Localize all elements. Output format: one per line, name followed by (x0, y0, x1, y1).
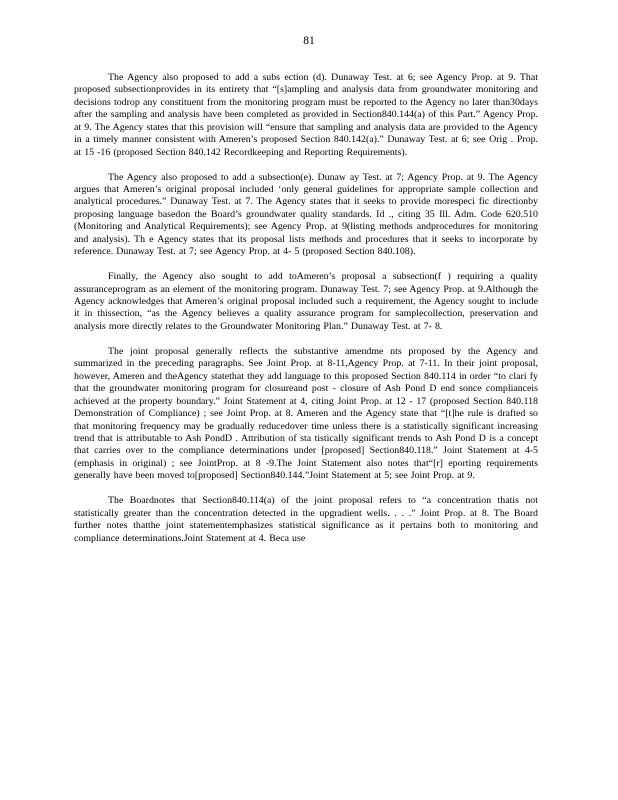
body-text (74, 72, 538, 545)
paragraph-joint-proposal: The joint proposal generally reflects the substantive amendme nts proposed by the Agency and summarized in the preceding paragraphs. See Joint Prop. at 8-11,Agency Prop. at 7-11. In their joint proposal, however, Ameren and theAgency statethat they add language to this proposed Section 840.114 in order “to clari fy that the groundwater monitoring program for closureand post - closure of Ash Pond D end sonce complianceis achieved at the property boundary.” Joint Statement at 4, citing Joint Prop. at 12 - 17 (proposed Section 840.118 Demonstration of Compliance) ; see Joint Prop. at 8. Ameren and the Agency state that “[t]he rule is drafted so that monitoring frequency may be gradually reducedover time unless there is a statistically significant increasing trend that is attributable to Ash PondD . Attribution of sta tistically significant trends to Ash Pond D is a concept that carries over to the compliance determinations under [proposed] Section840.118.” Joint Statement at 4-5 (emphasis in original) ; see JointProp. at 8 -9.The Joint Statement also notes that“[r] eporting requirements generally have been moved to[proposed] Section840.144.”Joint Statement at 5; see Joint Prop. at 9. (74, 345, 538, 482)
paragraph-agency-subsection-e: The Agency also proposed to add a subsection(e). Dunaw ay Test. at 7; Agency Prop. at 9. The Agency argues that Ameren’s original proposal included ‘only general guidelines for appropriate sample collection and analytical procedures.” Dunaway Test. at 7. The Agency states that it seeks to provide morespeci fic directionby proposing language basedon the Board’s groundwater quality standards. Id ., citing 35 Ill. Adm. Code 620.510 (Monitoring and Analytical Requirements); see Agency Prop. at 9(listing methods andprocedures for monitoring and analysis). Th e Agency states that its proposal lists methods and procedures that it seeks to incorporate by reference. Dunaway Test. at 7; see Agency Prop. at 4- 5 (proposed Section 840.108). (74, 171, 538, 258)
paragraph-agency-subsection-f: Finally, the Agency also sought to add toAmeren’s proposal a subsection(f ) requiring a quality assuranceprogram as an element of the monitoring program. Dunaway Test. 7; see Agency Prop. at 9.Although the Agency acknowledges that Ameren’s original proposal included such a requirement, the Agency sought to include it in thissection, “as the Agency believes a quality assurance program for samplecollection, preservation and analysis more directly relates to the Groundwater Monitoring Plan.” Dunaway Test. at 7- 8. (74, 271, 538, 332)
paragraph-board-notes: The Boardnotes that Section840.114(a) of the joint proposal refers to “a concentration thatis not statistically greater than the concentration detected in the upgradient wells. . . .” Joint Prop. at 8. The Board further notes thatthe joint statementemphasizes statistical significance as it pertains both to monitoring and compliance determinations.Joint Statement at 4. Beca use (74, 495, 538, 544)
paragraph-agency-subsection-d: The Agency also proposed to add a subs ection (d). Dunaway Test. at 6; see Agency Prop. at 9. That proposed subsectionprovides in its entirety that “[s]ampling and analysis data from groundwater monitoring and decisions todrop any constituent from the monitoring program must be reported to the Agency no later than30days after the sampling and analysis have been completed as provided in Section840.144(a) of this Part.” Agency Prop. at 9. The Agency states that this provision will “ensure that sampling and analysis data are provided to the Agency in a timely manner consistent with Ameren’s proposed Section 840.142(a).” Dunaway Test. at 6; see Orig . Prop. at 15 -16 (proposed Section 840.142 Recordkeeping and Reporting Requirements). (74, 72, 538, 158)
page-number: 81 (303, 35, 315, 47)
